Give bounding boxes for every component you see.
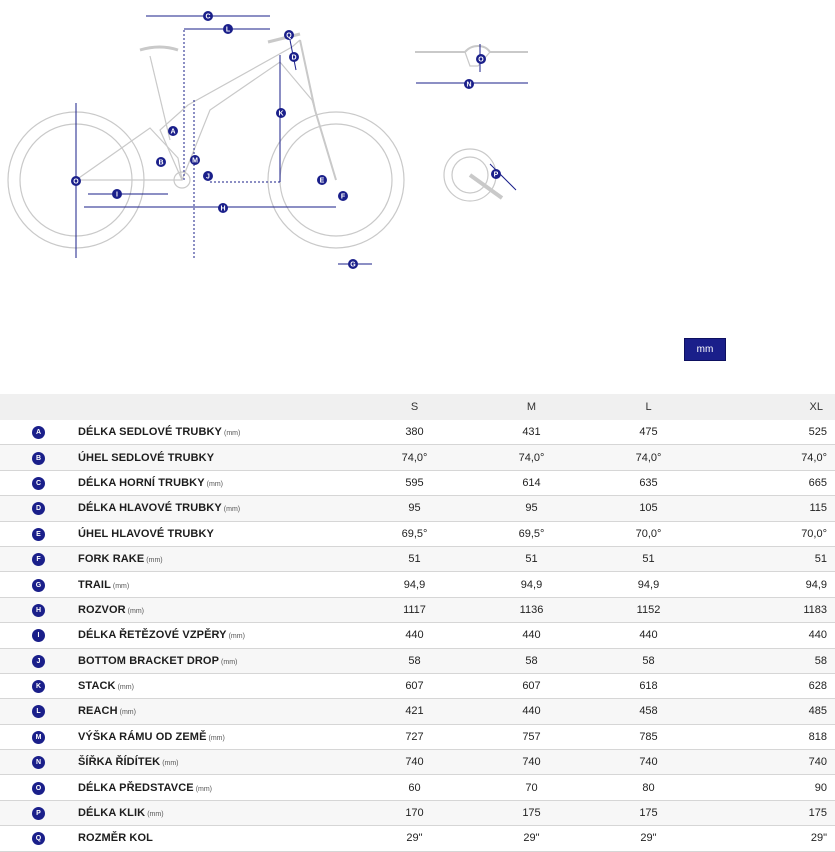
table-row [0, 673, 835, 698]
row-letter-cell [0, 623, 78, 648]
value-cell: 29" [473, 826, 590, 851]
table-row [0, 775, 835, 800]
value-cell: 740 [356, 750, 473, 775]
table-row [0, 623, 835, 648]
value-cell: 90 [707, 775, 835, 800]
table-row [0, 597, 835, 622]
value-cell: 51 [707, 546, 835, 571]
value-cell: 74,0° [473, 445, 590, 470]
row-letter-cell [0, 800, 78, 825]
row-name-cell [78, 826, 356, 851]
value-cell: 440 [356, 623, 473, 648]
letter-badge: P [32, 807, 45, 820]
value-cell: 29" [590, 826, 707, 851]
measurement-unit: (mm) [195, 785, 213, 793]
row-letter-cell [0, 496, 78, 521]
measurement-name: BOTTOM BRACKET DROP [78, 654, 220, 667]
row-name-cell [78, 775, 356, 800]
letter-badge: C [32, 477, 45, 490]
value-cell: 1152 [590, 597, 707, 622]
measurement-name: DÉLKA KLIK [78, 807, 146, 820]
measurement-unit: (mm) [127, 607, 144, 615]
value-cell: 380 [356, 420, 473, 445]
measurement-name: DÉLKA HORNÍ TRUBKY [78, 476, 205, 489]
table-row [0, 648, 835, 673]
letter-badge: B [32, 452, 45, 465]
svg-text:O: O [73, 178, 79, 186]
measurement-name: VÝŠKA RÁMU OD ZEMĚ [78, 730, 207, 743]
table-row [0, 445, 835, 470]
row-letter-cell [0, 724, 78, 749]
measurement-unit: (mm) [162, 760, 179, 768]
table-row [0, 699, 835, 724]
value-cell: 29" [707, 826, 835, 851]
geometry-table [0, 394, 835, 852]
value-cell: 51 [590, 546, 707, 571]
value-cell: 58 [356, 648, 473, 673]
svg-text:Q: Q [286, 32, 292, 40]
row-name-cell [78, 673, 356, 698]
value-cell: 74,0° [707, 445, 835, 470]
value-cell: 105 [590, 496, 707, 521]
svg-text:A: A [170, 128, 176, 136]
table-row [0, 546, 835, 571]
value-cell: 440 [707, 623, 835, 648]
value-cell: 475 [590, 420, 707, 445]
row-letter-cell [0, 572, 78, 597]
value-cell: 440 [473, 623, 590, 648]
row-name-cell [78, 445, 356, 470]
value-cell: 628 [707, 673, 835, 698]
value-cell: 175 [473, 800, 590, 825]
letter-badge: Q [32, 832, 45, 845]
measurement-name: DÉLKA ŘETĚZOVÉ VZPĚRY [78, 629, 227, 642]
row-name-cell [78, 572, 356, 597]
value-cell: 95 [473, 496, 590, 521]
row-name-cell [78, 724, 356, 749]
row-letter-cell [0, 470, 78, 495]
letter-badge: I [32, 629, 45, 642]
measurement-name: ROZMĚR KOL [78, 832, 153, 845]
measurement-name: ÚHEL SEDLOVÉ TRUBKY [78, 451, 215, 464]
svg-text:M: M [192, 157, 198, 165]
measurement-name: DÉLKA SEDLOVÉ TRUBKY [78, 426, 222, 439]
header-name [78, 394, 356, 420]
letter-badge: N [32, 756, 45, 769]
row-letter-cell [0, 750, 78, 775]
value-cell: 95 [356, 496, 473, 521]
value-cell: 51 [473, 546, 590, 571]
value-cell: 170 [356, 800, 473, 825]
svg-text:C: C [205, 13, 211, 21]
value-cell: 60 [356, 775, 473, 800]
value-cell: 740 [590, 750, 707, 775]
row-letter-cell [0, 648, 78, 673]
measurement-unit: (mm) [208, 734, 225, 742]
row-letter-cell [0, 521, 78, 546]
header-size-xl: XL [707, 394, 835, 420]
value-cell: 607 [356, 673, 473, 698]
value-cell: 74,0° [356, 445, 473, 470]
measurement-name: DÉLKA PŘEDSTAVCE [78, 781, 194, 794]
row-letter-cell [0, 420, 78, 445]
row-name-cell [78, 470, 356, 495]
measurement-name: ŠÍŘKA ŘÍDÍTEK [78, 756, 161, 769]
row-name-cell [78, 420, 356, 445]
svg-text:L: L [225, 26, 231, 34]
value-cell: 1136 [473, 597, 590, 622]
letter-badge: A [32, 426, 45, 439]
value-cell: 1183 [707, 597, 835, 622]
letter-badge: K [32, 680, 45, 693]
measurement-unit: (mm) [206, 480, 223, 488]
letter-badge: E [32, 528, 45, 541]
value-cell: 1117 [356, 597, 473, 622]
letter-badge: F [32, 553, 45, 566]
measurement-name: DÉLKA HLAVOVÉ TRUBKY [78, 502, 222, 515]
value-cell: 665 [707, 470, 835, 495]
row-name-cell [78, 800, 356, 825]
measurement-unit: (mm) [119, 709, 136, 717]
measurement-name: FORK RAKE [78, 553, 145, 566]
row-name-cell [78, 623, 356, 648]
value-cell: 29" [356, 826, 473, 851]
row-name-cell [78, 750, 356, 775]
row-letter-cell [0, 775, 78, 800]
value-cell: 421 [356, 699, 473, 724]
svg-text:H: H [220, 205, 226, 213]
value-cell: 740 [707, 750, 835, 775]
measurement-unit: (mm) [117, 684, 134, 692]
row-name-cell [78, 648, 356, 673]
measurement-name: STACK [78, 680, 116, 693]
svg-text:J: J [206, 173, 210, 181]
svg-text:I: I [116, 191, 118, 199]
row-letter-cell [0, 826, 78, 851]
table-row [0, 496, 835, 521]
row-name-cell [78, 496, 356, 521]
table-row [0, 521, 835, 546]
value-cell: 785 [590, 724, 707, 749]
value-cell: 595 [356, 470, 473, 495]
letter-badge: G [32, 579, 45, 592]
value-cell: 94,9 [590, 572, 707, 597]
table-row [0, 572, 835, 597]
value-cell: 525 [707, 420, 835, 445]
row-letter-cell [0, 597, 78, 622]
header-letter [0, 394, 78, 420]
table-row [0, 800, 835, 825]
header-size-s: S [356, 394, 473, 420]
letter-badge: O [32, 782, 45, 795]
svg-text:O: O [478, 56, 484, 64]
measurement-name: REACH [78, 705, 118, 718]
letter-badge: J [32, 655, 45, 668]
value-cell: 51 [356, 546, 473, 571]
value-cell: 94,9 [356, 572, 473, 597]
value-cell: 614 [473, 470, 590, 495]
value-cell: 69,5° [473, 521, 590, 546]
value-cell: 440 [473, 699, 590, 724]
row-name-cell [78, 521, 356, 546]
measurement-unit: (mm) [147, 811, 164, 819]
value-cell: 74,0° [590, 445, 707, 470]
header-size-l: L [590, 394, 707, 420]
row-name-cell [78, 597, 356, 622]
handlebar-top-view [415, 46, 528, 52]
value-cell: 175 [707, 800, 835, 825]
svg-text:D: D [291, 54, 297, 62]
value-cell: 440 [590, 623, 707, 648]
value-cell: 818 [707, 724, 835, 749]
value-cell: 635 [590, 470, 707, 495]
letter-badge: D [32, 502, 45, 515]
value-cell: 80 [590, 775, 707, 800]
value-cell: 431 [473, 420, 590, 445]
svg-text:B: B [158, 159, 164, 167]
measurement-unit: (mm) [228, 633, 245, 641]
letter-badge: M [32, 731, 45, 744]
measurement-unit: (mm) [221, 658, 238, 666]
value-cell: 58 [707, 648, 835, 673]
measurement-unit: (mm) [146, 557, 163, 565]
value-cell: 69,5° [356, 521, 473, 546]
value-cell: 458 [590, 699, 707, 724]
value-cell: 70 [473, 775, 590, 800]
svg-text:F: F [340, 193, 346, 201]
measurement-unit: (mm) [224, 430, 241, 438]
measurement-unit: (mm) [112, 582, 130, 590]
svg-text:E: E [319, 177, 325, 185]
table-row [0, 724, 835, 749]
value-cell: 485 [707, 699, 835, 724]
row-letter-cell [0, 445, 78, 470]
letter-badge: H [32, 604, 45, 617]
value-cell: 94,9 [707, 572, 835, 597]
row-name-cell [78, 699, 356, 724]
value-cell: 727 [356, 724, 473, 749]
table-header-row [0, 394, 835, 420]
row-letter-cell [0, 546, 78, 571]
svg-text:K: K [278, 110, 284, 118]
value-cell: 94,9 [473, 572, 590, 597]
table-row [0, 750, 835, 775]
value-cell: 58 [473, 648, 590, 673]
value-cell: 618 [590, 673, 707, 698]
table-row [0, 470, 835, 495]
table-row [0, 826, 835, 851]
value-cell: 70,0° [590, 521, 707, 546]
measurement-name: ÚHEL HLAVOVÉ TRUBKY [78, 527, 214, 540]
value-cell: 115 [707, 496, 835, 521]
value-cell: 607 [473, 673, 590, 698]
svg-text:G: G [350, 261, 356, 269]
measurement-name: TRAIL [78, 578, 111, 591]
svg-text:P: P [493, 171, 499, 179]
row-letter-cell [0, 699, 78, 724]
bike-geometry-diagram [0, 0, 726, 300]
measurement-name: ROZVOR [78, 603, 126, 616]
row-letter-cell [0, 673, 78, 698]
row-name-cell [78, 546, 356, 571]
value-cell: 175 [590, 800, 707, 825]
value-cell: 740 [473, 750, 590, 775]
unit-toggle-mm[interactable]: mm [684, 338, 726, 361]
table-row [0, 420, 835, 445]
value-cell: 70,0° [707, 521, 835, 546]
measurement-unit: (mm) [223, 506, 241, 514]
header-size-m: M [473, 394, 590, 420]
value-cell: 757 [473, 724, 590, 749]
svg-text:N: N [466, 81, 472, 89]
letter-badge: L [32, 705, 45, 718]
value-cell: 58 [590, 648, 707, 673]
